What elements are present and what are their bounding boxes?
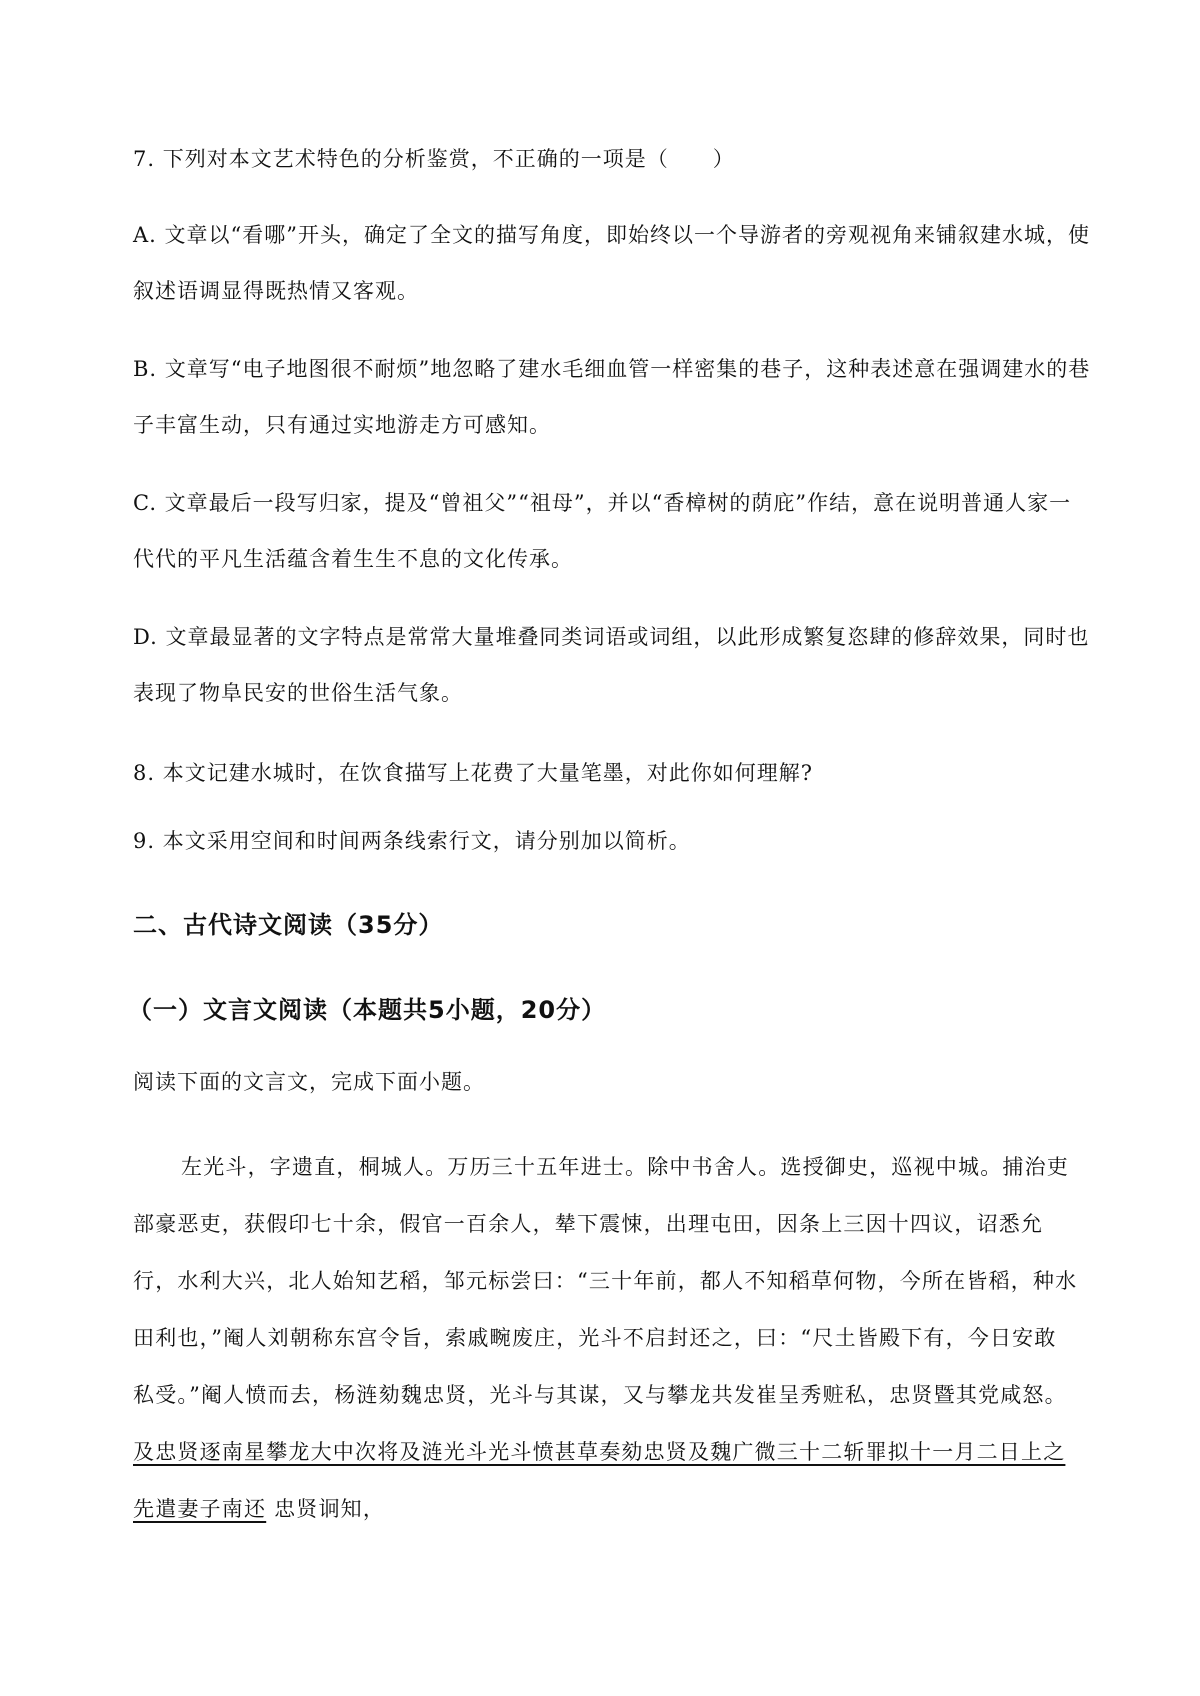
section-heading: 二、古代诗文阅读（35分）: [133, 911, 444, 939]
question-7-option-a: A. 文章以“看哪”开头，确定了全文的描写角度，即始终以一个导游者的旁观视角来铺叙建水城，使叙述语调显得既热情又客观。: [133, 223, 1090, 303]
question-9: 9. 本文采用空间和时间两条线索行文，请分别加以简析。: [133, 829, 691, 853]
reading-instruction: 阅读下面的文言文，完成下面小题。: [133, 1070, 485, 1094]
question-8: 8. 本文记建水城时，在饮食描写上花费了大量笔墨，对此你如何理解?: [133, 761, 813, 785]
question-7-option-d: D. 文章最显著的文字特点是常常大量堆叠同类词语或词组，以此形成繁复恣肆的修辞效果，同时也表现了物阜民安的世俗生活气象。: [133, 625, 1090, 705]
question-7-stem: 7. 下列对本文艺术特色的分析鉴赏，不正确的一项是（ ）: [133, 147, 735, 171]
passage-text: 左光斗，字遗直，桐城人。万历三十五年进士。除中书舍人。选授御史，巡视中城。捕治吏部豪恶吏，获假印七十余，假官一百余人，辇下震悚，出理屯田，因条上三因十四议，诏悉允行，水利大兴，北人始知艺稻，邹元标尝曰：“三十年前，都人不知稻草何物，今所在皆稻，种水田利也，”阉人刘朝称东宫令旨，索戚畹废庄，光斗不启封还之，曰：“尺土皆殿下有，今日安敢私受。”阉人愤而去，杨涟劾魏忠贤，光斗与其谋，又与攀龙共发崔呈秀赃私，忠贤暨其党咸怒。: [133, 1155, 1078, 1407]
classical-passage: [133, 1139, 1078, 1538]
passage-text-continued: 忠贤诇知，: [266, 1497, 386, 1521]
question-7-option-c: C. 文章最后一段写归家，提及“曾祖父”“祖母”，并以“香樟树的荫庇”作结，意在说明普通人家一代代的平凡生活蕴含着生生不息的文化传承。: [133, 491, 1072, 571]
underlined-sentence: 及忠贤逐南星攀龙大中次将及涟光斗光斗愤甚草奏劾忠贤及魏广微三十二斩罪拟十一月二日上之先遣妻子南还: [133, 1440, 1066, 1521]
subsection-heading: （一）文言文阅读（本题共5小题，20分）: [128, 996, 607, 1024]
question-7-option-b: B. 文章写“电子地图很不耐烦”地忽略了建水毛细血管一样密集的巷子，这种表述意在强调建水的巷子丰富生动，只有通过实地游走方可感知。: [133, 357, 1091, 437]
